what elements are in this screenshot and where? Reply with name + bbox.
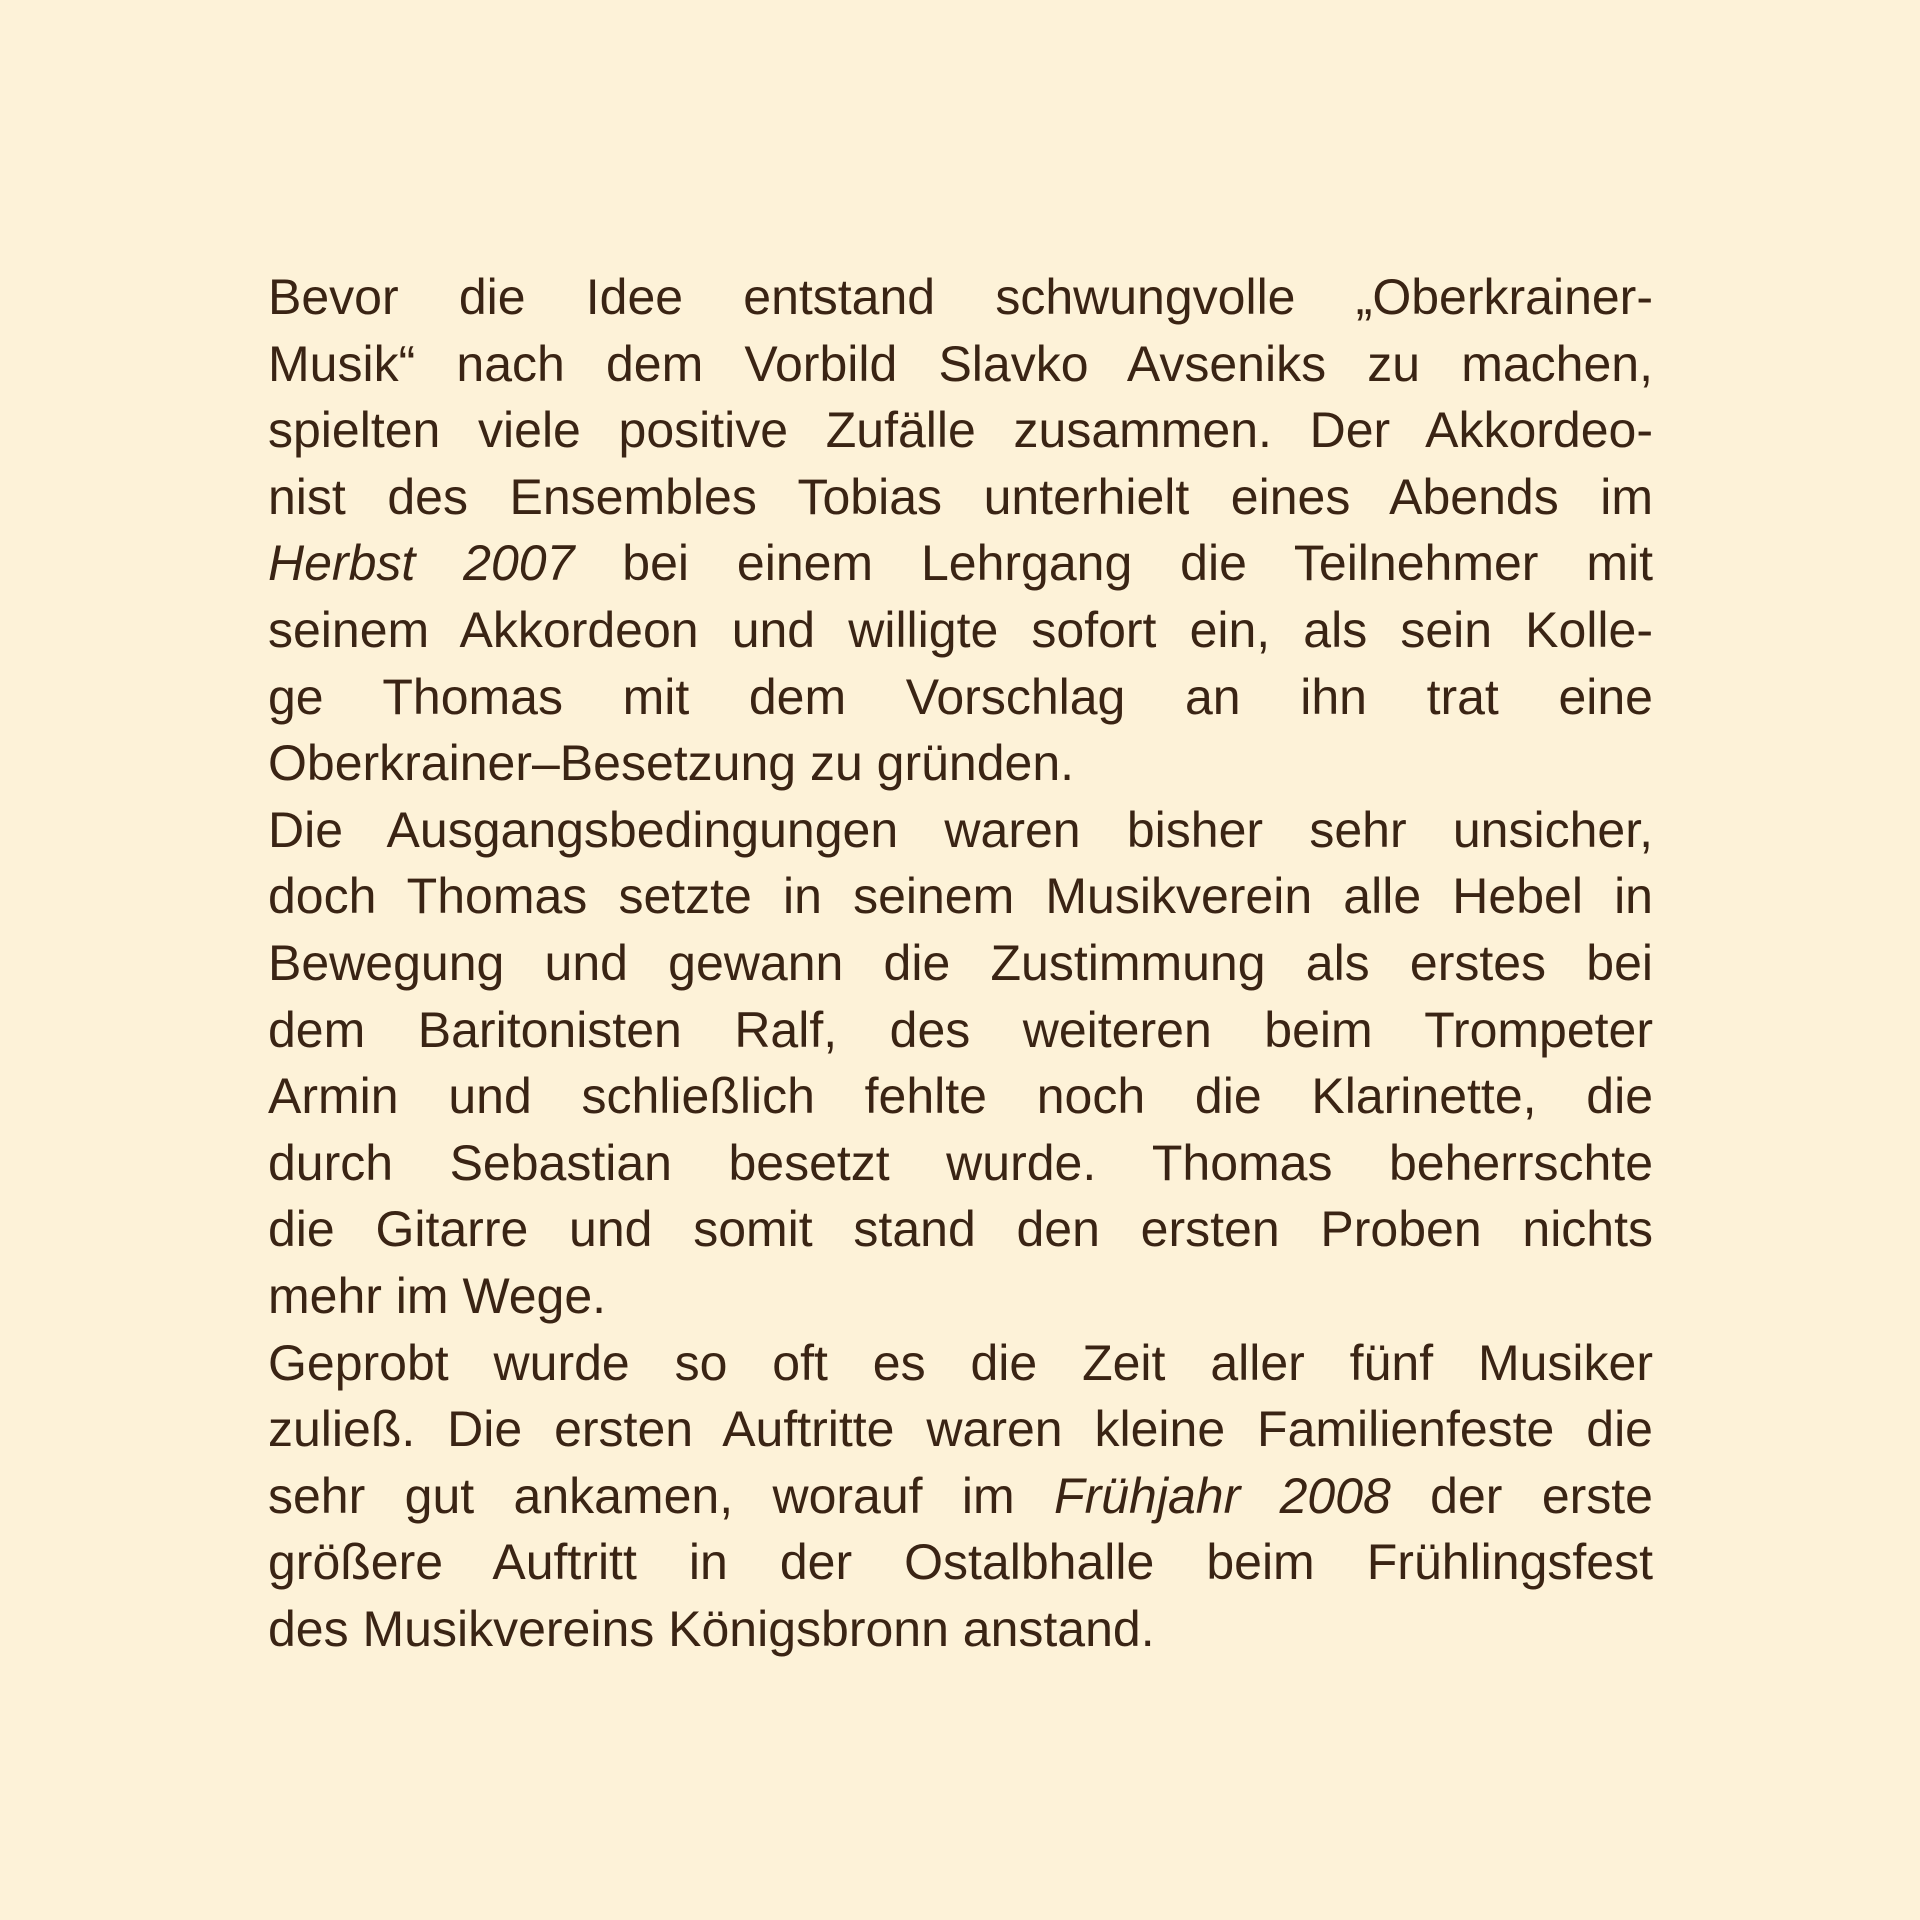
text-segment: die Gitarre und somit stand den ersten Proben nichts [268,1201,1653,1258]
text-line [268,1463,1653,1530]
text-line [268,1330,1653,1397]
text-line [268,863,1653,930]
text-line [268,1596,1653,1663]
text-segment: spielten viele positive Zufälle zusammen. Der Akkordeo- [268,402,1653,459]
text-segment: mehr im Wege. [268,1267,607,1324]
text-line [268,664,1653,731]
text-segment: Bewegung und gewann die Zustimmung als erstes bei [268,934,1653,991]
text-line [268,331,1653,398]
text-line [268,530,1653,597]
text-line [268,1130,1653,1197]
text-segment: des Musikvereins Königsbronn anstand. [268,1600,1155,1657]
text-line [268,1063,1653,1130]
text-segment: der erste [1390,1467,1653,1524]
paragraph [268,1330,1653,1663]
text-segment: Bevor die Idee entstand schwungvolle „Oberkrainer- [268,269,1653,325]
text-segment: zuließ. Die ersten Auftritte waren kleine Familienfeste die [268,1401,1653,1458]
text-segment: größere Auftritt in der Ostalbhalle beim Frühlingsfest [268,1534,1653,1591]
text-line [268,997,1653,1064]
italic-text: Frühjahr 2008 [1054,1467,1391,1524]
text-line [268,264,1653,331]
text-line [268,464,1653,531]
body-text [268,264,1653,1662]
text-line [268,1396,1653,1463]
text-segment: Armin und schließlich fehlte noch die Klarinette, die [268,1068,1653,1125]
text-segment: ge Thomas mit dem Vorschlag an ihn trat eine [268,668,1653,725]
text-segment: Die Ausgangsbedingungen waren bisher sehr unsicher, [268,801,1653,858]
text-segment: doch Thomas setzte in seinem Musikverein alle Hebel in [268,868,1653,925]
text-line [268,397,1653,464]
paragraph [268,797,1653,1330]
italic-text: Herbst 2007 [268,535,575,592]
text-segment: Oberkrainer–Besetzung zu gründen. [268,735,1075,792]
text-segment: seinem Akkordeon und willigte sofort ein, als sein Kolle- [268,601,1653,658]
text-segment: bei einem Lehrgang die Teilnehmer mit [574,535,1653,592]
text-line [268,597,1653,664]
text-line [268,797,1653,864]
text-line [268,730,1653,797]
text-line [268,1529,1653,1596]
text-line [268,930,1653,997]
text-line [268,1263,1653,1330]
text-segment: Musik“ nach dem Vorbild Slavko Avseniks zu machen, [268,335,1653,392]
text-line [268,1196,1653,1263]
text-segment: dem Baritonisten Ralf, des weiteren beim Trompeter [268,1001,1653,1058]
text-segment: Geprobt wurde so oft es die Zeit aller fünf Musiker [268,1334,1653,1391]
text-segment: sehr gut ankamen, worauf im [268,1467,1055,1524]
text-segment: durch Sebastian besetzt wurde. Thomas beherrschte [268,1134,1653,1191]
paragraph [268,264,1653,797]
text-segment: nist des Ensembles Tobias unterhielt eines Abends im [268,468,1653,525]
